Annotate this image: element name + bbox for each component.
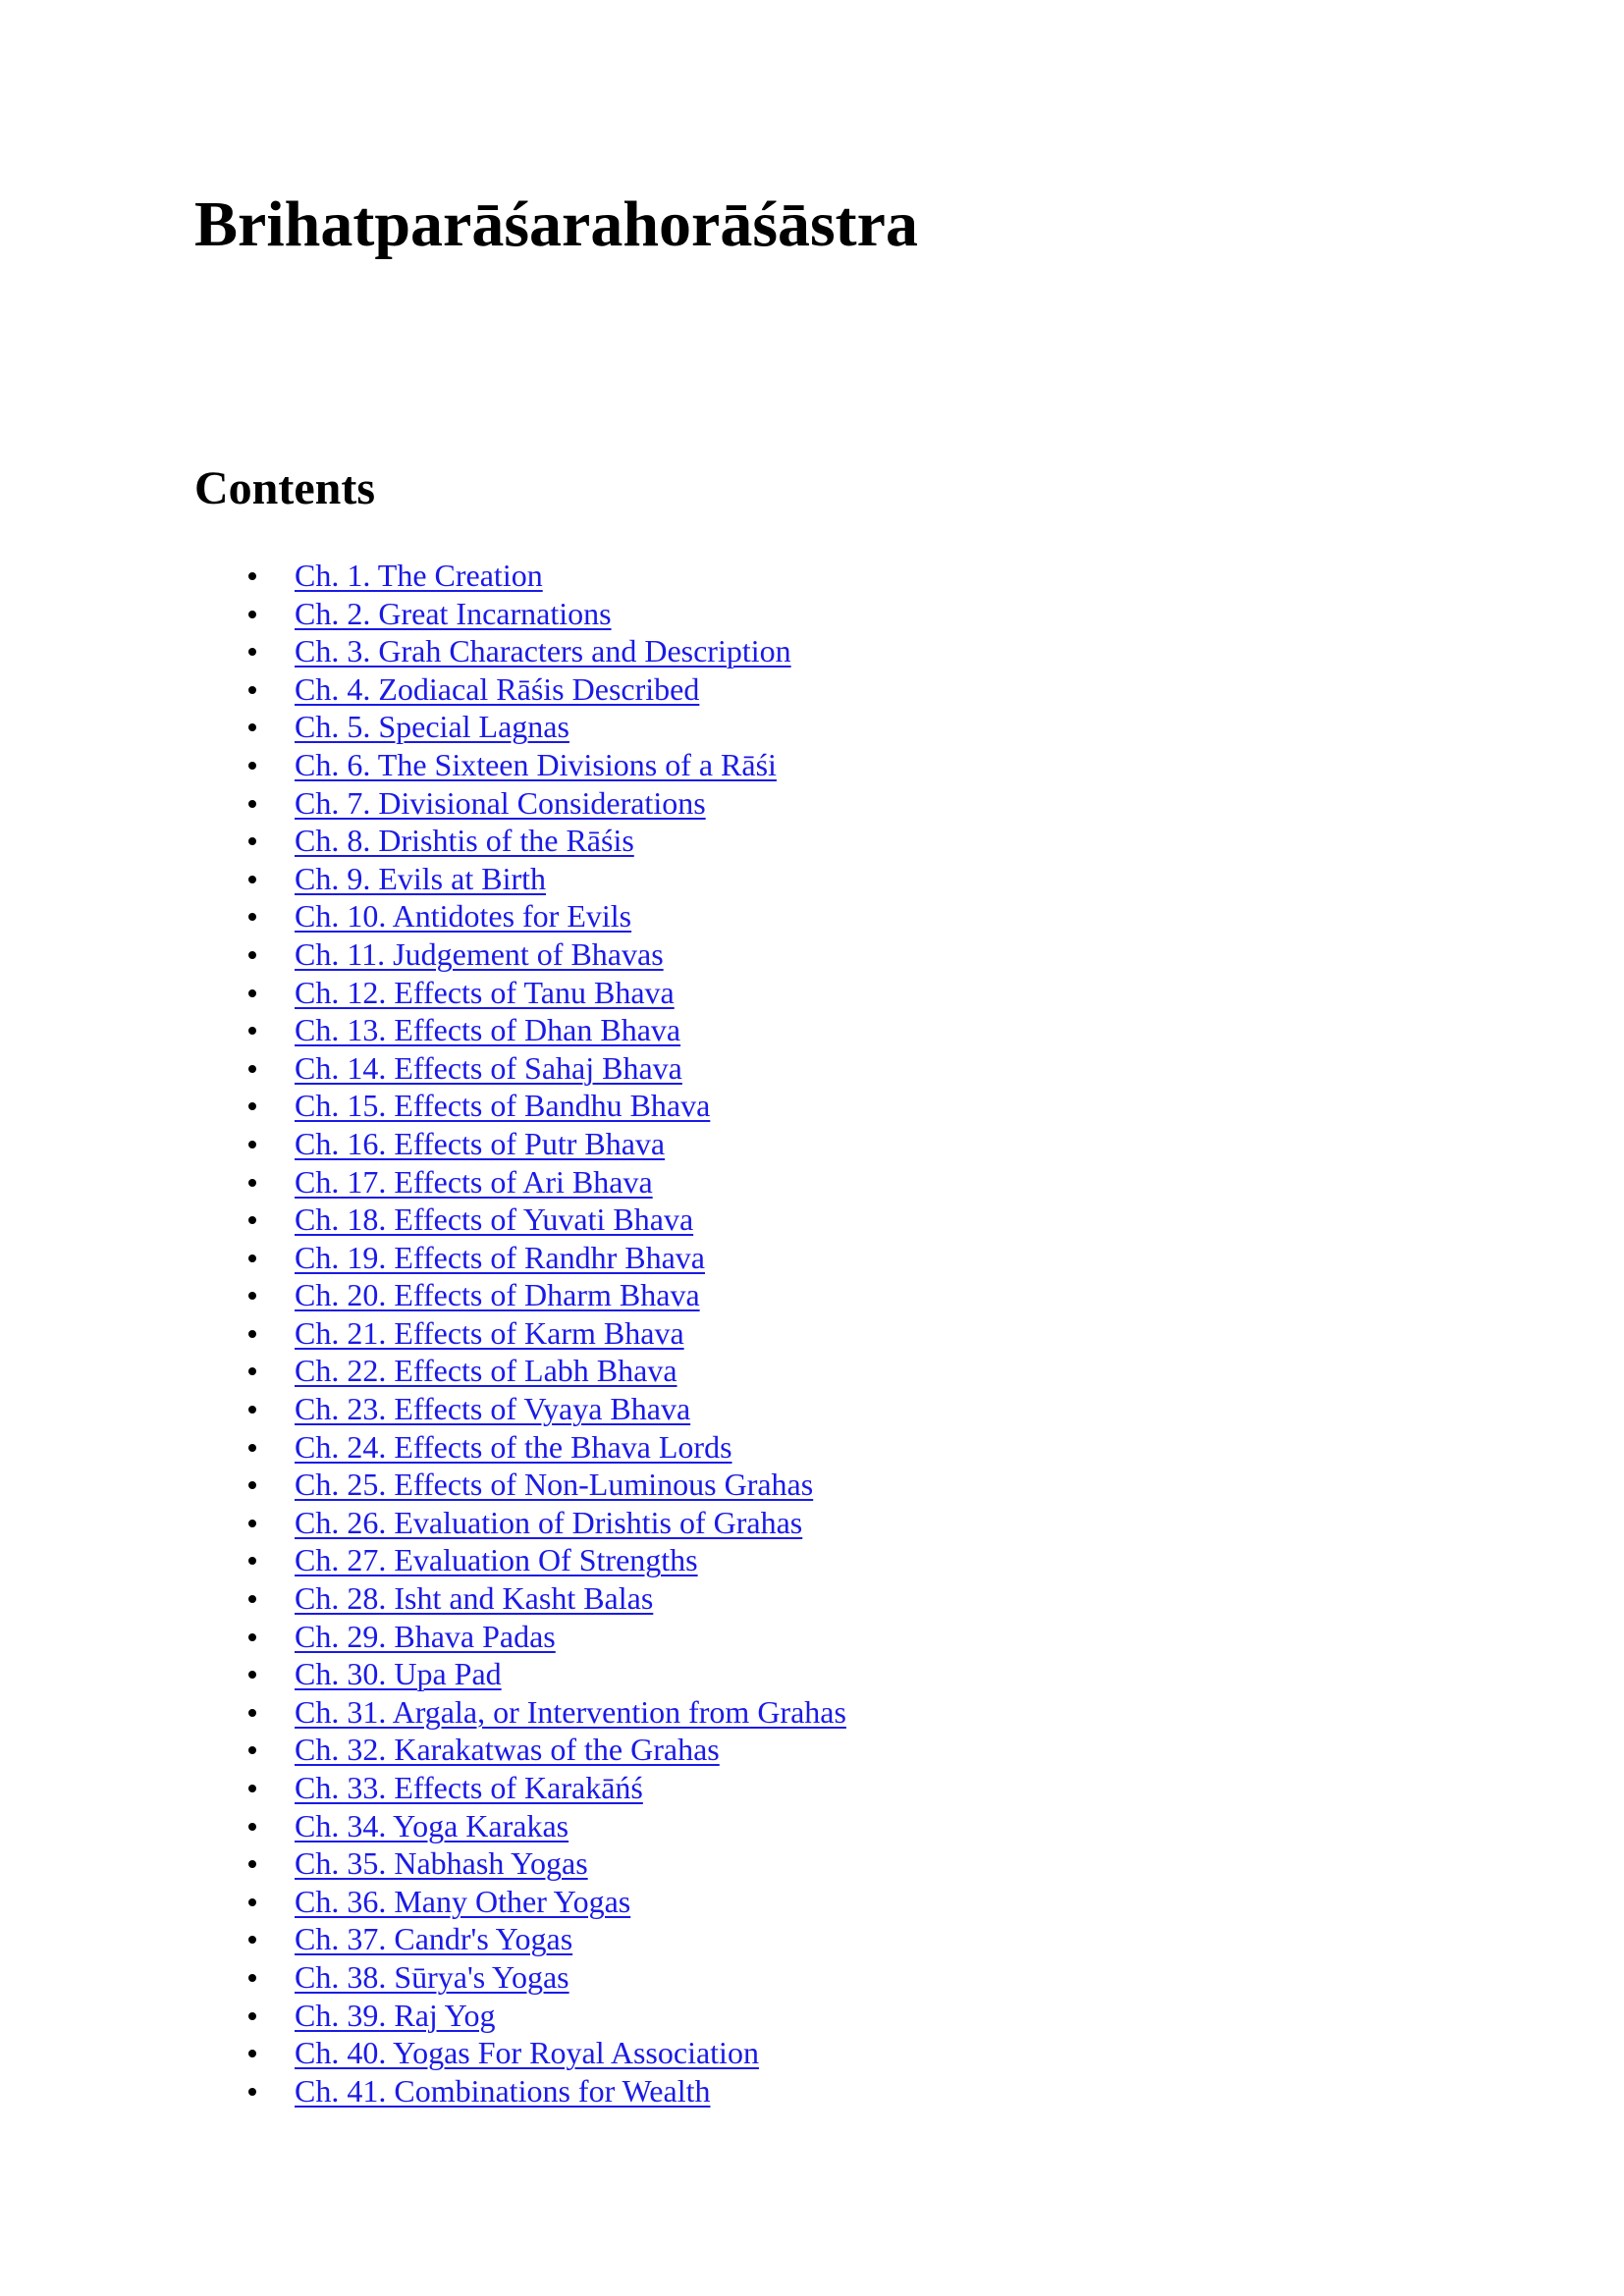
toc-item — [0, 1504, 846, 1542]
toc-item — [0, 1011, 846, 1049]
toc-item — [0, 1276, 846, 1314]
chapter-link[interactable]: Ch. 11. Judgement of Bhavas — [295, 935, 664, 972]
bullet-icon — [248, 913, 256, 921]
toc-item — [0, 557, 846, 595]
toc-item — [0, 708, 846, 746]
bullet-icon — [248, 1481, 256, 1489]
bullet-icon — [248, 1595, 256, 1603]
bullet-icon — [248, 1520, 256, 1527]
chapter-link[interactable]: Ch. 3. Grah Characters and Description — [295, 633, 791, 669]
toc-item — [0, 1201, 846, 1239]
toc-item — [0, 2072, 846, 2110]
chapter-link[interactable]: Ch. 7. Divisional Considerations — [295, 784, 706, 821]
chapter-link[interactable]: Ch. 37. Candr's Yogas — [295, 1921, 573, 1957]
toc-item — [0, 1125, 846, 1163]
chapter-link[interactable]: Ch. 19. Effects of Randhr Bhava — [295, 1239, 705, 1275]
bullet-icon — [248, 1671, 256, 1679]
bullet-icon — [248, 1330, 256, 1338]
toc-item — [0, 1049, 846, 1088]
toc-item — [0, 670, 846, 709]
bullet-icon — [248, 1027, 256, 1035]
bullet-icon — [248, 2012, 256, 2020]
bullet-icon — [248, 611, 256, 618]
chapter-link[interactable]: Ch. 1. The Creation — [295, 558, 543, 593]
bullet-icon — [248, 1709, 256, 1717]
bullet-icon — [248, 1936, 256, 1944]
chapter-link[interactable]: Ch. 18. Effects of Yuvati Bhava — [295, 1201, 694, 1238]
table-of-contents — [0, 557, 846, 2109]
bullet-icon — [248, 1823, 256, 1831]
chapter-link[interactable]: Ch. 17. Effects of Ari Bhava — [295, 1163, 653, 1200]
chapter-link[interactable]: Ch. 41. Combinations for Wealth — [295, 2072, 711, 2109]
bullet-icon — [248, 648, 256, 656]
bullet-icon — [248, 1065, 256, 1073]
chapter-link[interactable]: Ch. 16. Effects of Putr Bhava — [295, 1125, 666, 1161]
toc-item — [0, 1920, 846, 1958]
toc-item — [0, 784, 846, 823]
chapter-link[interactable]: Ch. 35. Nabhash Yogas — [295, 1845, 588, 1882]
toc-item — [0, 1390, 846, 1428]
bullet-icon — [248, 1406, 256, 1414]
bullet-icon — [248, 1292, 256, 1300]
chapter-link[interactable]: Ch. 39. Raj Yog — [295, 1997, 496, 2033]
bullet-icon — [248, 1557, 256, 1565]
chapter-link[interactable]: Ch. 34. Yoga Karakas — [295, 1807, 569, 1843]
contents-heading: Contents — [194, 462, 376, 514]
bullet-icon — [248, 762, 256, 770]
chapter-link[interactable]: Ch. 6. The Sixteen Divisions of a Rāśi — [295, 746, 777, 782]
toc-item — [0, 1844, 846, 1883]
bullet-icon — [248, 686, 256, 694]
chapter-link[interactable]: Ch. 40. Yogas For Royal Association — [295, 2035, 759, 2071]
toc-item — [0, 1997, 846, 2035]
toc-item — [0, 1731, 846, 1769]
bullet-icon — [248, 1216, 256, 1224]
bullet-icon — [248, 837, 256, 845]
chapter-link[interactable]: Ch. 25. Effects of Non-Luminous Grahas — [295, 1467, 814, 1503]
bullet-icon — [248, 876, 256, 883]
toc-item — [0, 1579, 846, 1618]
bullet-icon — [248, 800, 256, 808]
toc-item — [0, 1958, 846, 1997]
chapter-link[interactable]: Ch. 36. Many Other Yogas — [295, 1883, 631, 1919]
toc-item — [0, 1693, 846, 1732]
toc-item — [0, 1769, 846, 1807]
bullet-icon — [248, 572, 256, 580]
toc-item — [0, 1314, 846, 1353]
bullet-icon — [248, 1974, 256, 1982]
bullet-icon — [248, 1141, 256, 1148]
chapter-link[interactable]: Ch. 10. Antidotes for Evils — [295, 898, 632, 934]
toc-item — [0, 1239, 846, 1277]
toc-item — [0, 632, 846, 670]
bullet-icon — [248, 2050, 256, 2057]
chapter-link[interactable]: Ch. 28. Isht and Kasht Balas — [295, 1580, 654, 1617]
chapter-link[interactable]: Ch. 38. Sūrya's Yogas — [295, 1958, 569, 1995]
toc-item — [0, 1466, 846, 1504]
chapter-link[interactable]: Ch. 23. Effects of Vyaya Bhava — [295, 1391, 691, 1427]
chapter-link[interactable]: Ch. 14. Effects of Sahaj Bhava — [295, 1049, 682, 1086]
chapter-link[interactable]: Ch. 29. Bhava Padas — [295, 1618, 556, 1654]
bullet-icon — [248, 1367, 256, 1375]
toc-item — [0, 1428, 846, 1467]
chapter-link[interactable]: Ch. 31. Argala, or Intervention from Grahas — [295, 1693, 846, 1730]
chapter-link[interactable]: Ch. 32. Karakatwas of the Grahas — [295, 1732, 720, 1768]
chapter-link[interactable]: Ch. 30. Upa Pad — [295, 1656, 502, 1692]
chapter-link[interactable]: Ch. 4. Zodiacal Rāśis Described — [295, 670, 700, 707]
toc-item — [0, 897, 846, 935]
chapter-link[interactable]: Ch. 24. Effects of the Bhava Lords — [295, 1428, 732, 1465]
toc-item — [0, 1883, 846, 1921]
toc-item — [0, 822, 846, 860]
chapter-link[interactable]: Ch. 27. Evaluation Of Strengths — [295, 1542, 698, 1578]
bullet-icon — [248, 1898, 256, 1906]
toc-item — [0, 1541, 846, 1579]
chapter-link[interactable]: Ch. 13. Effects of Dhan Bhava — [295, 1012, 681, 1048]
toc-item — [0, 746, 846, 784]
toc-item — [0, 1352, 846, 1390]
bullet-icon — [248, 1102, 256, 1110]
chapter-link[interactable]: Ch. 33. Effects of Karakāńś — [295, 1770, 643, 1805]
bullet-icon — [248, 1255, 256, 1262]
bullet-icon — [248, 1633, 256, 1641]
document-title: Brihatparāśarahorāśāstra — [194, 188, 918, 260]
chapter-link[interactable]: Ch. 12. Effects of Tanu Bhava — [295, 974, 675, 1010]
bullet-icon — [248, 1860, 256, 1868]
bullet-icon — [248, 989, 256, 997]
bullet-icon — [248, 1746, 256, 1754]
toc-item — [0, 1087, 846, 1125]
toc-item — [0, 1618, 846, 1656]
toc-item — [0, 2034, 846, 2072]
toc-item — [0, 860, 846, 898]
toc-item — [0, 1655, 846, 1693]
chapter-link[interactable]: Ch. 2. Great Incarnations — [295, 595, 612, 631]
chapter-link[interactable]: Ch. 21. Effects of Karm Bhava — [295, 1314, 684, 1351]
toc-item — [0, 1163, 846, 1201]
bullet-icon — [248, 723, 256, 731]
chapter-link[interactable]: Ch. 5. Special Lagnas — [295, 709, 569, 745]
bullet-icon — [248, 951, 256, 959]
chapter-link[interactable]: Ch. 22. Effects of Labh Bhava — [295, 1353, 677, 1389]
chapter-link[interactable]: Ch. 20. Effects of Dharm Bhava — [295, 1277, 700, 1313]
bullet-icon — [248, 2088, 256, 2096]
toc-item — [0, 1807, 846, 1845]
toc-item — [0, 935, 846, 974]
chapter-link[interactable]: Ch. 26. Evaluation of Drishtis of Grahas — [295, 1504, 803, 1540]
bullet-icon — [248, 1179, 256, 1187]
chapter-link[interactable]: Ch. 9. Evils at Birth — [295, 860, 546, 896]
chapter-link[interactable]: Ch. 8. Drishtis of the Rāśis — [295, 823, 634, 859]
toc-item — [0, 974, 846, 1012]
toc-item — [0, 595, 846, 633]
bullet-icon — [248, 1444, 256, 1452]
bullet-icon — [248, 1785, 256, 1792]
chapter-link[interactable]: Ch. 15. Effects of Bandhu Bhava — [295, 1088, 711, 1124]
